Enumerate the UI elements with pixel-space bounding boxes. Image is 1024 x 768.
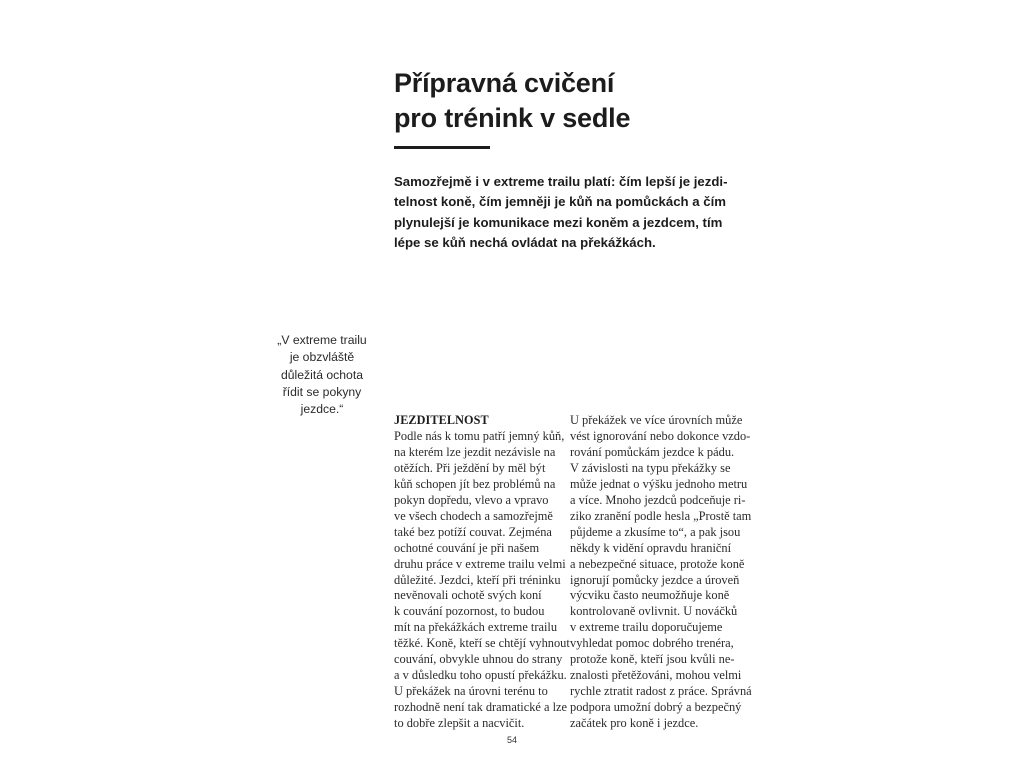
lead-line: plynulejší je komunikace mezi koněm a jezdcem, tím <box>394 214 723 230</box>
body-column-right <box>570 413 752 732</box>
body-line: vyhledat pomoc dobrého trenéra, <box>570 636 734 651</box>
body-line: k couvání pozornost, to budou <box>394 604 545 619</box>
pull-quote <box>262 332 382 418</box>
title-underline-rule <box>394 146 490 149</box>
body-line: také bez potíží couvat. Zejména <box>394 524 552 539</box>
quote-line: řídit se pokyny <box>282 384 362 399</box>
body-line: nevěnovali ochotě svých koní <box>394 588 542 603</box>
page-number: 54 <box>506 735 517 745</box>
lead-line: Samozřejmě i v extreme trailu platí: čím lepší je jezdi- <box>394 174 728 189</box>
body-line: v extreme trailu doporučujeme <box>570 620 723 635</box>
body-line: a více. Mnoho jezdců podceňuje ri- <box>570 492 746 507</box>
quote-line: jezdce.“ <box>300 402 344 417</box>
body-line: může jednat o výšku jednoho metru <box>570 476 748 491</box>
body-line: mít na překážkách extreme trailu <box>394 620 558 635</box>
lead-paragraph <box>394 172 734 253</box>
body-line: někdy k vidění opravdu hraniční <box>570 540 732 555</box>
body-line: ochotné couvání je při našem <box>394 540 540 555</box>
body-line: ve všech chodech a samozřejmě <box>394 508 553 523</box>
body-line: protože koně, kteří jsou kvůli ne- <box>570 652 735 667</box>
body-line: kůň schopen jít bez problémů na <box>394 476 556 491</box>
body-line: rování pomůckám jezdce k pádu. <box>570 444 735 459</box>
body-line: U překážek ve více úrovních může <box>570 413 743 427</box>
body-line: znalosti přetěžováni, mohou velmi <box>570 668 742 683</box>
body-line: a v důsledku toho opustí překážku. <box>394 668 567 683</box>
body-line: rychle ztratit radost z práce. Správná <box>570 684 752 699</box>
body-line: těžké. Koně, kteří se chtějí vyhnout <box>394 636 570 651</box>
body-column-left <box>394 413 570 732</box>
body-line: ignorují pomůcky jezdce a úroveň <box>570 572 740 587</box>
body-line: kontrolovaně ovlivnit. U nováčků <box>570 604 738 619</box>
body-line: pokyn dopředu, vlevo a vpravo <box>394 492 549 507</box>
lead-line: telnost koně, čím jemněji je kůň na pomůckách a čím <box>394 194 726 210</box>
body-line: důležité. Jezdci, kteří při tréninku <box>394 572 561 587</box>
body-line: vést ignorování nebo dokonce vzdo- <box>570 428 751 443</box>
title-line: Přípravná cvičení <box>394 68 615 98</box>
body-line: podpora umožní dobrý a bezpečný <box>570 700 742 715</box>
title-line: pro trénink v sedle <box>394 103 631 133</box>
quote-line: „V extreme trailu <box>277 333 367 347</box>
body-line: V závislosti na typu překážky se <box>570 460 731 475</box>
body-line: na kterém lze jezdit nezávisle na <box>394 444 556 459</box>
body-line: a nebezpečné situace, protože koně <box>570 556 745 571</box>
body-line: Podle nás k tomu patří jemný kůň, <box>394 428 565 443</box>
body-line: otěžích. Při ježdění by měl být <box>394 460 546 475</box>
body-line: začátek pro koně i jezdce. <box>570 716 699 731</box>
body-line: to dobře zlepšit a nacvičit. <box>394 716 525 731</box>
body-line: ziko zranění podle hesla „Prostě tam <box>570 508 752 523</box>
page-title <box>394 66 734 136</box>
quote-line: důležitá ochota <box>281 367 363 382</box>
body-line: druhu práce v extreme trailu velmi <box>394 556 566 571</box>
body-line: U překážek na úrovni terénu to <box>394 684 548 699</box>
quote-line: je obzvláště <box>289 350 355 365</box>
body-line: výcviku často neumožňuje koně <box>570 588 730 603</box>
lead-line: lépe se kůň nechá ovládat na překážkách. <box>394 234 656 250</box>
body-line: rozhodně není tak dramatické a lze <box>394 700 568 715</box>
body-line: půjdeme a zkusíme to“, a pak jsou <box>570 524 741 539</box>
body-line: couvání, obvykle uhnou do strany <box>394 652 563 667</box>
section-heading: JEZDITELNOST <box>394 413 489 427</box>
